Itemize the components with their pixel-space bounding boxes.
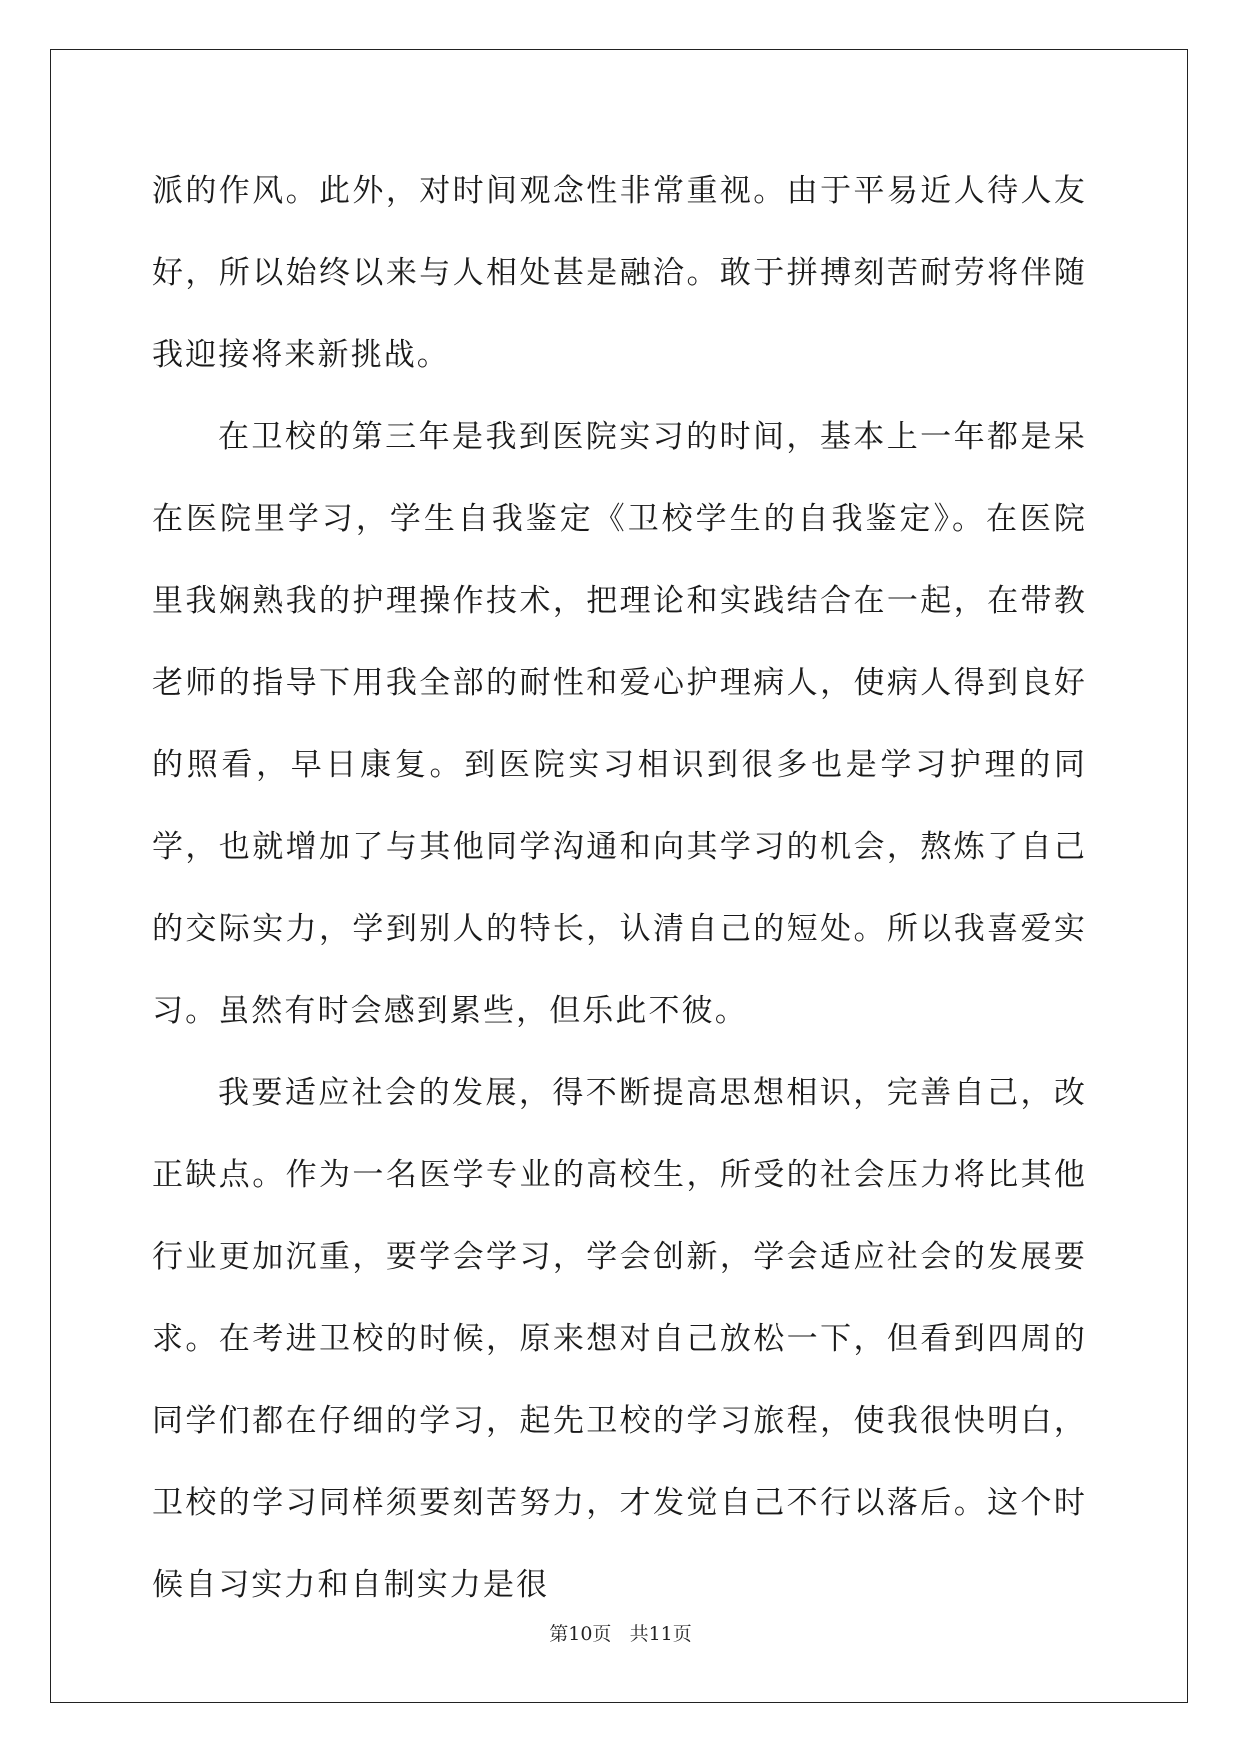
- document-body: [152, 150, 1087, 1626]
- page-footer: [0, 1619, 1241, 1646]
- paragraph-2: 在卫校的第三年是我到医院实习的时间，基本上一年都是呆在医院里学习，学生自我鉴定《卫校学生的自我鉴定》。在医院里我娴熟我的护理操作技术，把理论和实践结合在一起，在带教老师的指导下用我全部的耐性和爱心护理病人，使病人得到良好的照看，早日康复。到医院实习相识到很多也是学习护理的同学，也就增加了与其他同学沟通和向其学习的机会，熬炼了自己的交际实力，学到别人的特长，认清自己的短处。所以我喜爱实习。虽然有时会感到累些，但乐此不彼。: [152, 419, 1087, 1029]
- paragraph-1: 派的作风。此外，对时间观念性非常重视。由于平易近人待人友好，所以始终以来与人相处甚是融洽。敢于拼搏刻苦耐劳将伴随我迎接将来新挑战。: [152, 173, 1087, 373]
- paragraph-3: 我要适应社会的发展，得不断提高思想相识，完善自己，改正缺点。作为一名医学专业的高校生，所受的社会压力将比其他行业更加沉重，要学会学习，学会创新，学会适应社会的发展要求。在考进卫校的时候，原来想对自己放松一下，但看到四周的同学们都在仔细的学习，起先卫校的学习旅程，使我很快明白，卫校的学习同样须要刻苦努力，才发觉自己不行以落后。这个时候自习实力和自制实力是很: [152, 1075, 1087, 1603]
- page-number-current: 第10页: [549, 1623, 612, 1645]
- page-number-total: 共11页: [629, 1623, 692, 1645]
